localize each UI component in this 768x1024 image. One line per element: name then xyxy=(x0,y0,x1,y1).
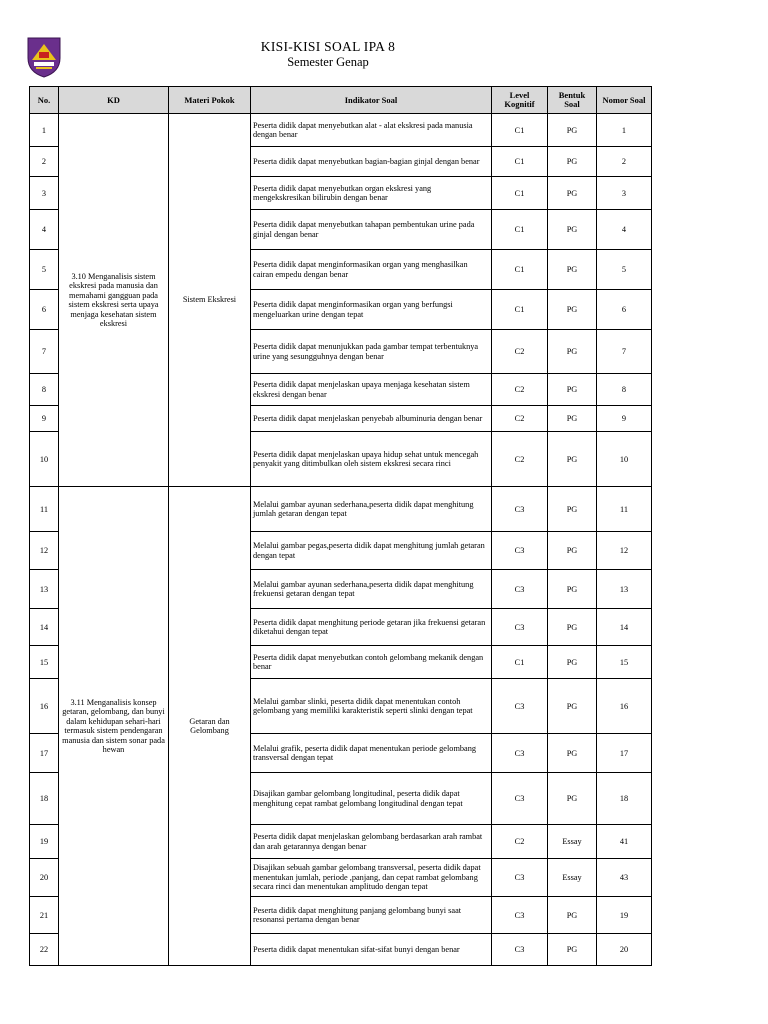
bentuk-cell: PG xyxy=(548,114,597,147)
bentuk-cell: PG xyxy=(548,734,597,773)
indikator-cell: Peserta didik dapat menunjukkan pada gambar tempat terbentuknya urine yang sesungguhnya dengan benar xyxy=(251,330,492,374)
row-number: 8 xyxy=(30,374,59,406)
kisi-kisi-table xyxy=(29,86,652,966)
row-number: 21 xyxy=(30,897,59,934)
nomor-cell: 18 xyxy=(597,773,652,825)
level-cell: C3 xyxy=(492,859,548,897)
level-cell: C3 xyxy=(492,570,548,609)
level-cell: C1 xyxy=(492,250,548,290)
column-header-nomor: Nomor Soal xyxy=(597,87,652,114)
bentuk-cell: PG xyxy=(548,177,597,210)
level-cell: C3 xyxy=(492,734,548,773)
indikator-cell: Melalui gambar slinki, peserta didik dapat menentukan contoh gelombang yang memiliki karakteristik seperti slinki dengan tepat xyxy=(251,679,492,734)
level-cell: C1 xyxy=(492,210,548,250)
indikator-cell: Peserta didik dapat menyebutkan alat - alat ekskresi pada manusia dengan benar xyxy=(251,114,492,147)
table-row xyxy=(30,487,652,532)
nomor-cell: 9 xyxy=(597,406,652,432)
bentuk-cell: PG xyxy=(548,646,597,679)
indikator-cell: Disajikan gambar gelombang longitudinal, peserta didik dapat menghitung cepat rambat gelombang longitudinal dengan tepat xyxy=(251,773,492,825)
level-cell: C3 xyxy=(492,487,548,532)
column-header-kd: KD xyxy=(59,87,169,114)
indikator-cell: Melalui gambar ayunan sederhana,peserta didik dapat menghitung jumlah getaran dengan tepat xyxy=(251,487,492,532)
bentuk-cell: Essay xyxy=(548,859,597,897)
table-row xyxy=(30,114,652,147)
bentuk-cell: PG xyxy=(548,406,597,432)
row-number: 7 xyxy=(30,330,59,374)
indikator-cell: Peserta didik dapat menentukan sifat-sifat bunyi dengan benar xyxy=(251,934,492,966)
row-number: 17 xyxy=(30,734,59,773)
row-number: 5 xyxy=(30,250,59,290)
row-number: 2 xyxy=(30,147,59,177)
level-cell: C1 xyxy=(492,177,548,210)
indikator-cell: Melalui gambar pegas,peserta didik dapat menghitung jumlah getaran dengan tepat xyxy=(251,532,492,570)
row-number: 10 xyxy=(30,432,59,487)
bentuk-cell: PG xyxy=(548,374,597,406)
indikator-cell: Peserta didik dapat menghitung panjang gelombang bunyi saat resonansi pertama dengan benar xyxy=(251,897,492,934)
indikator-cell: Peserta didik dapat menghitung periode getaran jika frekuensi getaran diketahui dengan tepat xyxy=(251,609,492,646)
nomor-cell: 8 xyxy=(597,374,652,406)
bentuk-cell: PG xyxy=(548,330,597,374)
nomor-cell: 15 xyxy=(597,646,652,679)
row-number: 15 xyxy=(30,646,59,679)
nomor-cell: 19 xyxy=(597,897,652,934)
level-cell: C3 xyxy=(492,773,548,825)
row-number: 9 xyxy=(30,406,59,432)
bentuk-cell: PG xyxy=(548,250,597,290)
nomor-cell: 41 xyxy=(597,825,652,859)
bentuk-cell: PG xyxy=(548,934,597,966)
indikator-cell: Peserta didik dapat menjelaskan upaya menjaga kesehatan sistem ekskresi dengan benar xyxy=(251,374,492,406)
bentuk-cell: PG xyxy=(548,210,597,250)
level-cell: C3 xyxy=(492,934,548,966)
bentuk-cell: PG xyxy=(548,570,597,609)
indikator-cell: Disajikan sebuah gambar gelombang transversal, peserta didik dapat menentukan jumlah, periode ,panjang, dan cepat rambat gelombang secara rinci dan menentukan amplitudo dengan tepat xyxy=(251,859,492,897)
nomor-cell: 7 xyxy=(597,330,652,374)
column-header-bentuk: Bentuk Soal xyxy=(548,87,597,114)
nomor-cell: 20 xyxy=(597,934,652,966)
row-number: 11 xyxy=(30,487,59,532)
nomor-cell: 17 xyxy=(597,734,652,773)
bentuk-cell: PG xyxy=(548,897,597,934)
row-number: 4 xyxy=(30,210,59,250)
nomor-cell: 1 xyxy=(597,114,652,147)
row-number: 6 xyxy=(30,290,59,330)
level-cell: C2 xyxy=(492,374,548,406)
level-cell: C3 xyxy=(492,609,548,646)
nomor-cell: 5 xyxy=(597,250,652,290)
indikator-cell: Melalui gambar ayunan sederhana,peserta didik dapat menghitung frekuensi getaran dengan tepat xyxy=(251,570,492,609)
bentuk-cell: PG xyxy=(548,147,597,177)
row-number: 16 xyxy=(30,679,59,734)
nomor-cell: 13 xyxy=(597,570,652,609)
indikator-cell: Peserta didik dapat menjelaskan gelombang berdasarkan arah rambat dan arah getarannya dengan benar xyxy=(251,825,492,859)
document-title: KISI-KISI SOAL IPA 8 xyxy=(260,39,396,54)
level-cell: C3 xyxy=(492,679,548,734)
level-cell: C2 xyxy=(492,406,548,432)
bentuk-cell: PG xyxy=(548,432,597,487)
nomor-cell: 4 xyxy=(597,210,652,250)
row-number: 3 xyxy=(30,177,59,210)
materi-cell: Sistem Ekskresi xyxy=(169,114,251,487)
bentuk-cell: Essay xyxy=(548,825,597,859)
level-cell: C2 xyxy=(492,330,548,374)
materi-cell: Getaran dan Gelombang xyxy=(169,487,251,966)
indikator-cell: Peserta didik dapat menyebutkan bagian-bagian ginjal dengan benar xyxy=(251,147,492,177)
level-cell: C2 xyxy=(492,825,548,859)
nomor-cell: 2 xyxy=(597,147,652,177)
indikator-cell: Peserta didik dapat menyebutkan contoh gelombang mekanik dengan benar xyxy=(251,646,492,679)
indikator-cell: Peserta didik dapat menjelaskan upaya hidup sehat untuk mencegah penyakit yang ditimbulkan oleh sistem ekskresi secara rinci xyxy=(251,432,492,487)
row-number: 19 xyxy=(30,825,59,859)
column-header-no: No. xyxy=(30,87,59,114)
kd-cell: 3.11 Menganalisis konsep getaran, gelombang, dan bunyi dalam kehidupan sehari-hari termasuk sistem pendengaran manusia dan sistem sonar pada hewan xyxy=(59,487,169,966)
bentuk-cell: PG xyxy=(548,487,597,532)
row-number: 22 xyxy=(30,934,59,966)
level-cell: C3 xyxy=(492,532,548,570)
bentuk-cell: PG xyxy=(548,609,597,646)
document-subtitle: Semester Genap xyxy=(287,55,369,69)
level-cell: C2 xyxy=(492,432,548,487)
nomor-cell: 11 xyxy=(597,487,652,532)
bentuk-cell: PG xyxy=(548,290,597,330)
level-cell: C1 xyxy=(492,114,548,147)
bentuk-cell: PG xyxy=(548,532,597,570)
kd-cell: 3.10 Menganalisis sistem ekskresi pada manusia dan memahami gangguan pada sistem ekskresi serta upaya menjaga kesehatan sistem ekskresi xyxy=(59,114,169,487)
nomor-cell: 16 xyxy=(597,679,652,734)
column-header-materi: Materi Pokok xyxy=(169,87,251,114)
nomor-cell: 12 xyxy=(597,532,652,570)
indikator-cell: Peserta didik dapat menyebutkan organ ekskresi yang mengekskresikan bilirubin dengan benar xyxy=(251,177,492,210)
indikator-cell: Melalui grafik, peserta didik dapat menentukan periode gelombang transversal dengan tepat xyxy=(251,734,492,773)
level-cell: C1 xyxy=(492,147,548,177)
level-cell: C1 xyxy=(492,290,548,330)
bentuk-cell: PG xyxy=(548,773,597,825)
indikator-cell: Peserta didik dapat menyebutkan tahapan pembentukan urine pada ginjal dengan benar xyxy=(251,210,492,250)
column-header-indikator: Indikator Soal xyxy=(251,87,492,114)
indikator-cell: Peserta didik dapat menginformasikan organ yang berfungsi mengeluarkan urine dengan tepat xyxy=(251,290,492,330)
level-cell: C1 xyxy=(492,646,548,679)
nomor-cell: 43 xyxy=(597,859,652,897)
bentuk-cell: PG xyxy=(548,679,597,734)
row-number: 13 xyxy=(30,570,59,609)
row-number: 18 xyxy=(30,773,59,825)
nomor-cell: 6 xyxy=(597,290,652,330)
row-number: 14 xyxy=(30,609,59,646)
nomor-cell: 3 xyxy=(597,177,652,210)
row-number: 12 xyxy=(30,532,59,570)
table-header-row xyxy=(30,87,652,114)
row-number: 1 xyxy=(30,114,59,147)
nomor-cell: 10 xyxy=(597,432,652,487)
indikator-cell: Peserta didik dapat menginformasikan organ yang menghasilkan cairan empedu dengan benar xyxy=(251,250,492,290)
nomor-cell: 14 xyxy=(597,609,652,646)
row-number: 20 xyxy=(30,859,59,897)
indikator-cell: Peserta didik dapat menjelaskan penyebab albuminuria dengan benar xyxy=(251,406,492,432)
level-cell: C3 xyxy=(492,897,548,934)
column-header-level: Level Kognitif xyxy=(492,87,548,114)
